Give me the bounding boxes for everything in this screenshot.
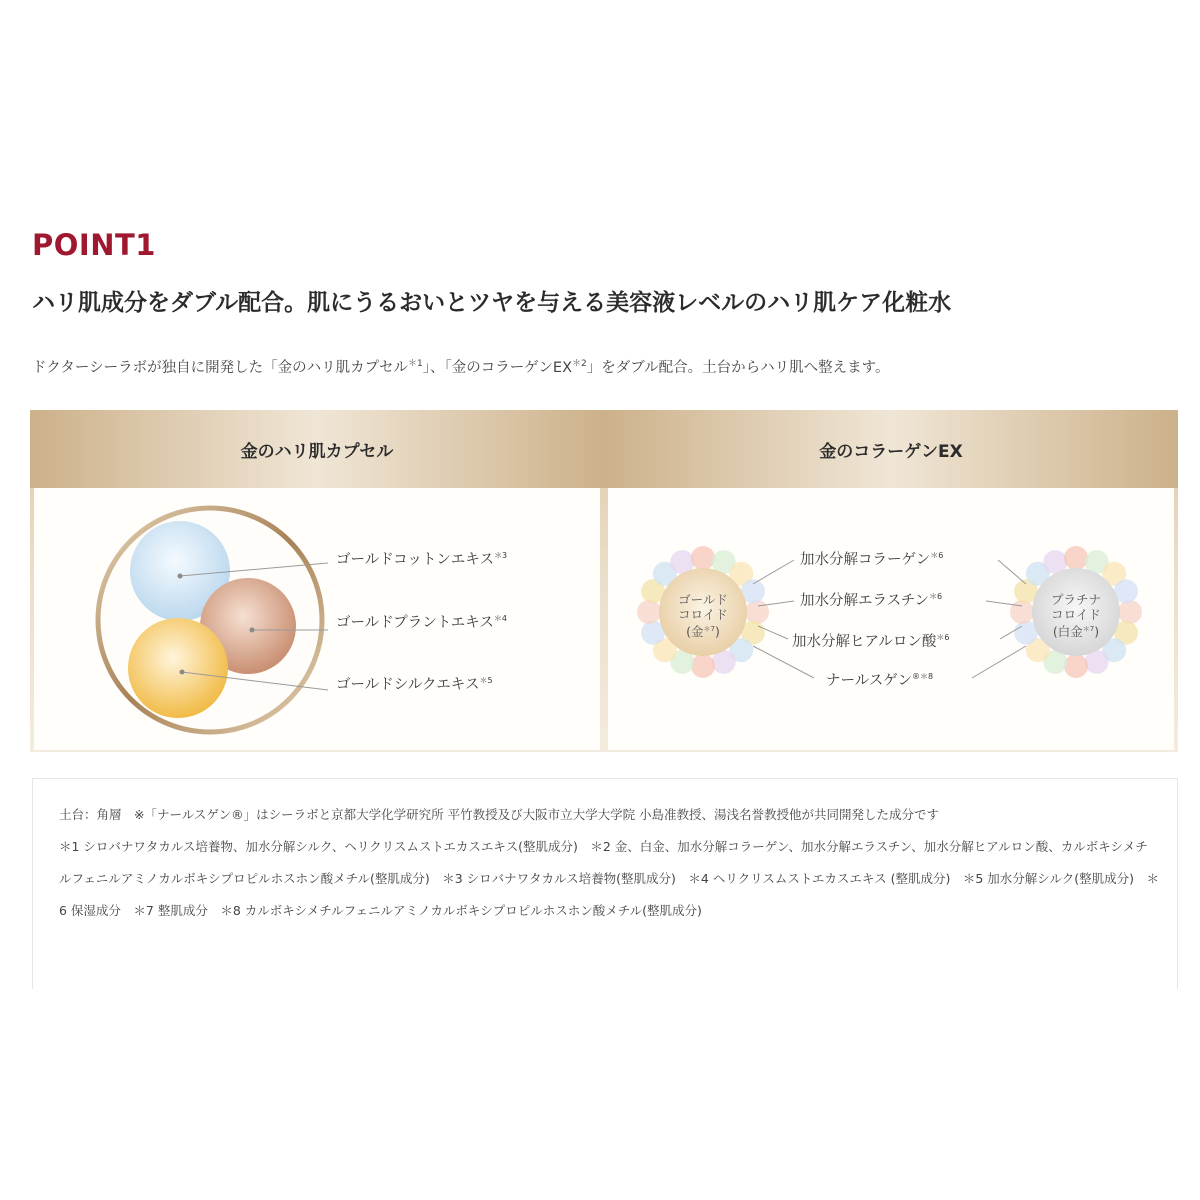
lead-sup2: ＊2 <box>572 359 587 370</box>
label-gold-plant-text: ゴールドプラントエキス <box>336 615 494 631</box>
label-gold-silk-text: ゴールドシルクエキス <box>336 677 480 693</box>
footnotes-box <box>32 778 1178 989</box>
platinum-colloid-label <box>1036 592 1116 639</box>
label-narsgen <box>826 669 933 690</box>
gold-colloid-line1: ゴールド <box>678 592 728 607</box>
label-narsgen-text: ナールスゲン <box>826 673 912 689</box>
label-hydrolyzed-hyaluronic-note: ＊6 <box>936 633 950 643</box>
footnote-base: 土台：角層 ※「ナールスゲン®」はシーラボと京都大学化学研究所 平竹教授及び大阪市立大学大学院 小島准教授、湯浅名誉教授他が共同開発した成分です <box>59 807 940 822</box>
petal-bubble <box>637 600 661 624</box>
gold-colloid-note: ＊7 <box>703 625 715 633</box>
lead-part1: ドクターシーラボが独自に開発した「金のハリ肌カプセル <box>32 360 408 376</box>
collagen-panel <box>608 488 1174 750</box>
gold-colloid-line3-text: (金 <box>686 624 704 640</box>
platinum-colloid-line3-text: (白金 <box>1052 624 1083 640</box>
label-hydrolyzed-hyaluronic-text: 加水分解ヒアルロン酸 <box>792 634 937 650</box>
dot-cotton <box>178 574 183 579</box>
label-narsgen-note: ®＊8 <box>912 672 934 682</box>
gold-colloid-line3 <box>663 622 743 639</box>
label-hydrolyzed-elastin <box>800 589 942 610</box>
label-gold-plant <box>336 611 507 632</box>
platinum-colloid-line3 <box>1036 622 1116 639</box>
petal-bubble <box>1064 654 1088 678</box>
label-hydrolyzed-collagen <box>800 548 943 569</box>
platinum-colloid-line3-end: ) <box>1094 624 1100 640</box>
petal-bubble <box>745 600 769 624</box>
label-hydrolyzed-elastin-note: ＊6 <box>929 592 943 602</box>
capsule-diagram <box>34 488 600 750</box>
label-hydrolyzed-collagen-text: 加水分解コラーゲン <box>800 552 931 568</box>
right-panel-title: 金のコラーゲンEX <box>604 410 1178 488</box>
gold-colloid-line2: コロイド <box>678 607 728 622</box>
pointer-lines <box>753 560 1026 678</box>
left-panel-title: 金のハリ肌カプセル <box>30 410 604 488</box>
petal-bubble <box>691 654 715 678</box>
label-gold-silk-note: ＊5 <box>479 676 493 686</box>
gold-colloid-label <box>663 592 743 639</box>
label-hydrolyzed-elastin-text: 加水分解エラスチン <box>800 593 930 609</box>
label-gold-cotton-text: ゴールドコットンエキス <box>336 552 495 568</box>
platinum-colloid-line1: プラチナ <box>1050 592 1101 607</box>
label-hydrolyzed-collagen-note: ＊6 <box>930 551 944 561</box>
gold-colloid-line3-end: ) <box>714 624 720 640</box>
lead-sup1: ＊1 <box>407 359 423 370</box>
dot-plant <box>250 628 255 633</box>
dot-silk <box>180 670 185 675</box>
pointer-line-narsgen-right <box>972 646 1026 678</box>
footnote-list: ＊1 シロバナワタカルス培養物、加水分解シルク、ヘリクリスムストエカスエキス(整肌成分) ＊2 金、白金、加水分解コラーゲン、加水分解エラスチン、加水分解ヒアルロン酸、カルボキシメチルフェニルアミノカルボキシプロピルホスホン酸メチル(整肌成分) ＊3 シロバナワタカルス培養物(整肌成分) ＊4 ヘリクリスムストエカスエキス (整肌成分) ＊5 加水分解シルク(整肌成分) ＊6 保湿成分 ＊7 整肌成分 ＊8 カルボキシメチルフェニルアミノカルボキシプロピルホスホン酸メチル(整肌成分) <box>59 839 1159 918</box>
label-gold-cotton-note: ＊3 <box>494 551 508 561</box>
platinum-colloid-note: ＊7 <box>1082 625 1095 633</box>
petal-bubble <box>691 546 715 570</box>
pointer-line-collagen-right <box>998 560 1026 584</box>
label-gold-cotton <box>336 548 507 569</box>
pointer-line-collagen-left <box>753 560 794 584</box>
headline: ハリ肌成分をダブル配合。肌にうるおいとツヤを与える美容液レベルのハリ肌ケア化粧水 <box>32 290 952 316</box>
petal-bubble <box>1010 600 1034 624</box>
platinum-colloid-line2: コロイド <box>1051 607 1101 622</box>
footnotes <box>59 799 1159 927</box>
label-hydrolyzed-hyaluronic <box>792 630 950 651</box>
label-gold-silk <box>336 673 493 694</box>
petal-bubble <box>1064 546 1088 570</box>
petal-bubble <box>1118 600 1142 624</box>
point-label: POINT1 <box>32 228 156 262</box>
lead-part3: 」をダブル配合。土台からハリ肌へ整えます。 <box>586 360 890 376</box>
lead-part2: 」、「金のコラーゲンEX <box>422 360 573 376</box>
ingredient-panels <box>30 410 1178 752</box>
lead-text <box>32 356 890 377</box>
silk-sphere <box>128 618 228 718</box>
capsule-panel <box>34 488 600 750</box>
label-gold-plant-note: ＊4 <box>493 614 507 624</box>
